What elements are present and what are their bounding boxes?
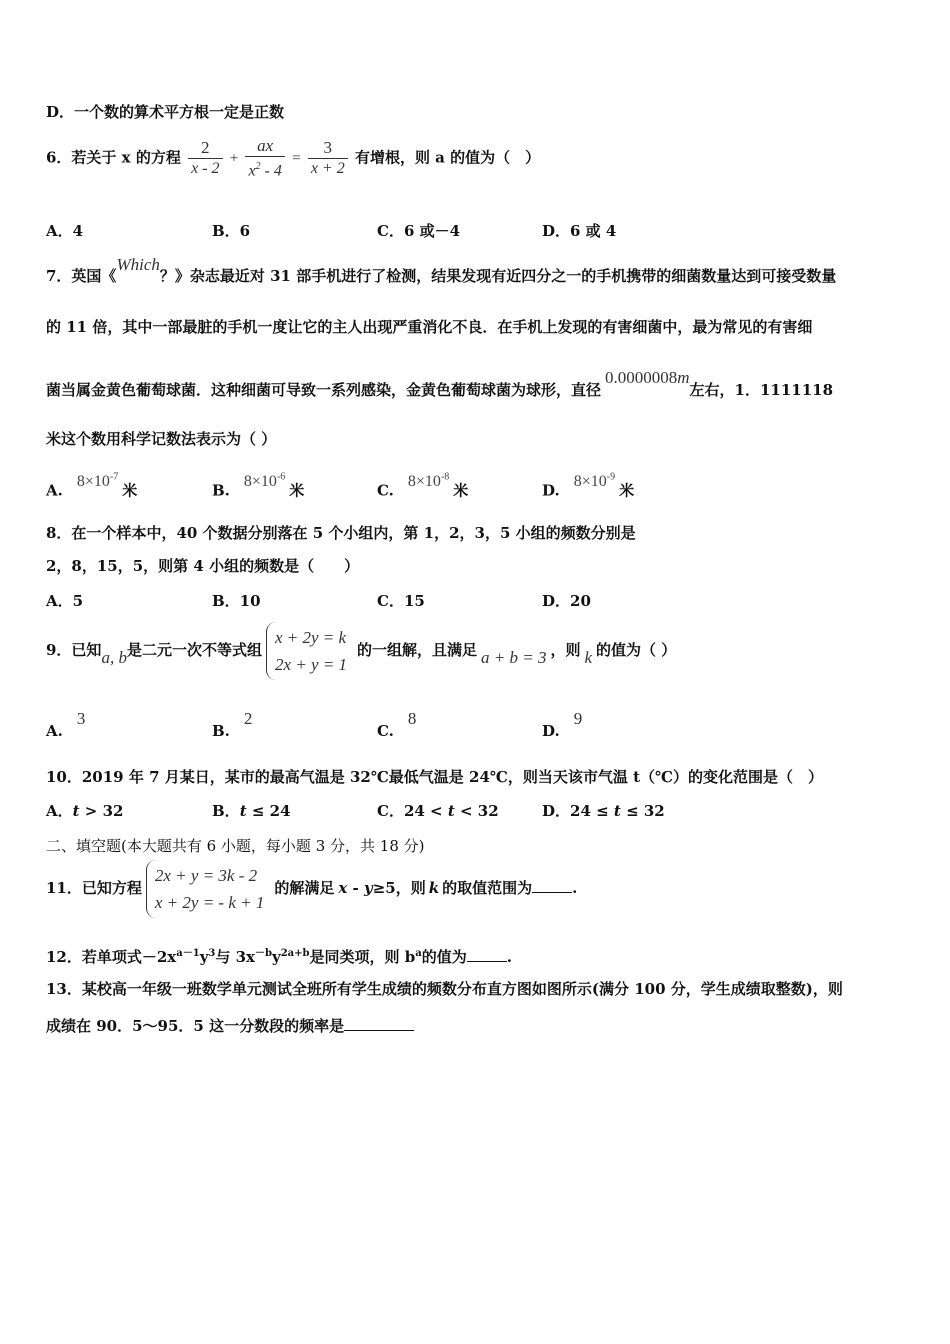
q13-l2-text: 成绩在 90．5～95．5 这一分数段的频率是 <box>46 1017 345 1035</box>
q11-eq2: x + 2y = - k + 1 <box>154 893 265 912</box>
q9-option-c <box>377 709 417 741</box>
q7-c-exp: -8 <box>440 472 450 483</box>
q7-c-value <box>408 473 449 490</box>
q9-c-label: C. <box>377 722 394 740</box>
q10-option-d <box>542 801 665 821</box>
q11-answer-blank[interactable] <box>532 879 572 893</box>
question-9 <box>46 622 676 680</box>
q6-equals: = <box>292 150 301 167</box>
q8-line-2: 2，8，15，5，则第 4 小组的频数是（ ） <box>46 557 360 575</box>
q9-b-label: B. <box>212 722 230 740</box>
q9-b-value: 2 <box>243 709 253 728</box>
q9-eq2: 2x + y = 1 <box>274 655 347 674</box>
q9-eq1: x + 2y = k <box>274 628 347 647</box>
q6-fraction-2 <box>245 136 284 181</box>
q8-line-1: 8．在一个样本中，40 个数据分别落在 5 个小组内，第 1，2，3，5 小组的频数分别是 <box>46 524 636 542</box>
q12-exp-4: 2a+b <box>280 948 310 959</box>
q11-cond: ≥5，则 <box>372 879 426 897</box>
q13-answer-blank[interactable] <box>344 1017 414 1031</box>
q9-c-value: 8 <box>407 709 417 728</box>
q10-b-t: t <box>239 802 247 820</box>
q9-option-b <box>212 709 253 741</box>
q13-line-2 <box>46 1016 414 1036</box>
q11-prefix: 11．已知方程 <box>46 879 142 897</box>
q9-a-label: A. <box>46 722 63 740</box>
q5-option-d: D．一个数的算术平方根一定是正数 <box>46 103 285 121</box>
q9-option-a <box>46 709 86 741</box>
q9-suffix: 的值为（ ） <box>596 641 677 659</box>
q7-d-base: 8×10 <box>573 473 607 491</box>
q9-mid3: ，则 <box>550 641 581 659</box>
q10-stem: 10．2019 年 7 月某日，某市的最高气温是 32℃最低气温是 24℃，则当天该市气温 t（℃）的变化范围是（ ） <box>46 768 823 786</box>
q10-c-label: C．24 < <box>377 802 448 820</box>
q9-d-value: 9 <box>573 709 583 728</box>
q7-line-2: 的 11 倍，其中一部最脏的手机一度让它的主人出现严重消化不良．在手机上发现的有害细菌中，最为常见的有害细 <box>46 318 813 336</box>
q12-answer-blank[interactable] <box>467 948 507 962</box>
q7-unit-m: m <box>677 368 690 387</box>
q7-b-unit: 米 <box>289 481 305 500</box>
q7-option-c <box>377 472 469 501</box>
q9-prefix: 9．已知 <box>46 641 102 659</box>
q8-option-d: D．20 <box>542 592 591 610</box>
q12-exp-5: a <box>415 948 422 959</box>
q12-exp-2: 3 <box>208 948 216 959</box>
q8-option-c: C．15 <box>377 592 425 610</box>
q9-system <box>266 622 353 680</box>
q10-d-t: t <box>613 802 621 820</box>
q13-line-1: 13．某校高一年级一班数学单元测试全班所有学生成绩的频数分布直方图如图所示(满分 100 分，学生成绩取整数)，则 <box>46 980 843 998</box>
q6-prefix: 6．若关于 x 的方程 <box>46 148 181 167</box>
question-12 <box>46 944 512 967</box>
q12-exp-1: a－1 <box>176 948 200 959</box>
q6-f1-denominator: x - 2 <box>191 160 220 178</box>
question-11 <box>46 860 577 918</box>
q7-diameter: 0.0000008 <box>605 368 678 387</box>
q10-d-rest: ≤ 32 <box>620 802 665 820</box>
q12-part-a: 12．若单项式－2x <box>46 948 177 966</box>
q7-a-unit: 米 <box>122 481 138 500</box>
q7-d-label: D. <box>542 481 560 500</box>
q7-b-label: B. <box>212 481 230 500</box>
q7-b-value <box>244 473 285 490</box>
q7-line-1 <box>46 255 837 286</box>
q6-f2-den-exp: 2 <box>255 161 261 172</box>
q7-l1-end: ？》杂志最近对 31 部手机进行了检测，结果发现有近四分之一的手机携带的细菌数量达到可接受数量 <box>159 267 837 285</box>
q10-c-rest: < 32 <box>454 802 499 820</box>
q11-suffix: 的取值范围为 <box>442 879 533 897</box>
q9-condition: a + b = 3 <box>481 648 547 667</box>
q6-option-d: D．6 或 4 <box>542 222 617 240</box>
q9-k: k <box>584 648 593 667</box>
q6-suffix: 有增根，则 a 的值为（ ） <box>354 148 541 167</box>
q9-a-value: 3 <box>76 709 86 728</box>
q7-line-4: 米这个数用科学记数法表示为（ ） <box>46 430 277 448</box>
q6-f2-denominator <box>245 157 284 181</box>
q7-c-unit: 米 <box>453 481 469 500</box>
q10-a-label: A． <box>46 802 73 820</box>
q6-f2-numerator: ax <box>245 136 284 157</box>
q6-f2-den-x: x <box>248 162 256 180</box>
q11-system <box>146 860 270 918</box>
q6-option-b: B．6 <box>212 222 251 240</box>
q6-fraction-1 <box>188 138 222 179</box>
q7-a-value <box>77 473 118 490</box>
q11-eq1: 2x + y = 3k - 2 <box>154 866 258 885</box>
q10-b-rest: ≤ 24 <box>246 802 291 820</box>
q7-l3-end: 左右，1．1111118 <box>689 381 834 399</box>
q7-line-3 <box>46 368 834 400</box>
q11-mid: 的解满足 <box>274 879 335 897</box>
q7-c-base: 8×10 <box>407 473 441 491</box>
q6-f3-denominator: x + 2 <box>310 160 345 178</box>
q6-fraction-3 <box>308 138 348 179</box>
q12-part-c: 与 3x <box>215 948 255 966</box>
q7-option-d <box>542 472 635 501</box>
q6-f3-numerator: 3 <box>308 138 348 159</box>
q7-d-exp: -9 <box>606 472 616 483</box>
q10-option-b <box>212 801 291 821</box>
q10-d-label: D．24 ≤ <box>542 802 614 820</box>
q7-l1-start: 7．英国《 <box>46 267 117 285</box>
q6-option-a: A．4 <box>46 222 84 240</box>
q8-option-b: B．10 <box>212 592 261 610</box>
q11-end: . <box>572 879 578 897</box>
q7-which: Which <box>116 255 160 274</box>
q11-k: k <box>428 879 440 897</box>
q10-a-t: t <box>72 802 80 820</box>
q9-mid2: 的一组解，且满足 <box>357 641 478 659</box>
q12-part-b: y <box>199 948 209 966</box>
q12-part-e: 是同类项，则 b <box>309 948 416 966</box>
q6-option-c: C．6 或－4 <box>377 222 461 240</box>
q7-a-label: A. <box>46 481 63 500</box>
q9-option-d <box>542 709 583 741</box>
q7-l3-start: 菌当属金黄色葡萄球菌．这种细菌可导致一系列感染，金黄色葡萄球菌为球形，直径 <box>46 381 602 399</box>
q7-a-exp: -7 <box>109 472 119 483</box>
q7-c-label: C. <box>377 481 394 500</box>
q7-b-exp: -6 <box>276 472 286 483</box>
q12-exp-3: －b <box>255 948 272 959</box>
q10-c-t: t <box>447 802 455 820</box>
q12-end: . <box>506 948 512 966</box>
q9-ab: a, b <box>101 648 127 667</box>
q7-option-a <box>46 472 138 501</box>
q10-b-label: B． <box>212 802 240 820</box>
section-2-heading: 二、填空题(本大题共有 6 小题，每小题 3 分，共 18 分) <box>46 837 425 855</box>
q6-f1-numerator: 2 <box>188 138 222 159</box>
q7-d-unit: 米 <box>619 481 635 500</box>
q12-part-d: y <box>272 948 281 966</box>
q6-plus: + <box>229 150 239 167</box>
q7-a-base: 8×10 <box>76 473 110 491</box>
q7-option-b <box>212 472 305 501</box>
q10-option-a <box>46 801 123 821</box>
q9-d-label: D. <box>542 722 560 740</box>
q9-mid: 是二元一次不等式组 <box>126 641 262 659</box>
q10-a-rest: > 32 <box>79 802 124 820</box>
q7-b-base: 8×10 <box>243 473 277 491</box>
q6-f2-den-rest: - 4 <box>260 162 282 180</box>
q10-option-c <box>377 801 499 821</box>
q7-d-value <box>574 473 615 490</box>
q11-expr: x - y <box>338 879 373 897</box>
question-6 <box>46 136 540 181</box>
q8-option-a: A．5 <box>46 592 84 610</box>
q12-part-f: 的值为 <box>421 948 467 966</box>
